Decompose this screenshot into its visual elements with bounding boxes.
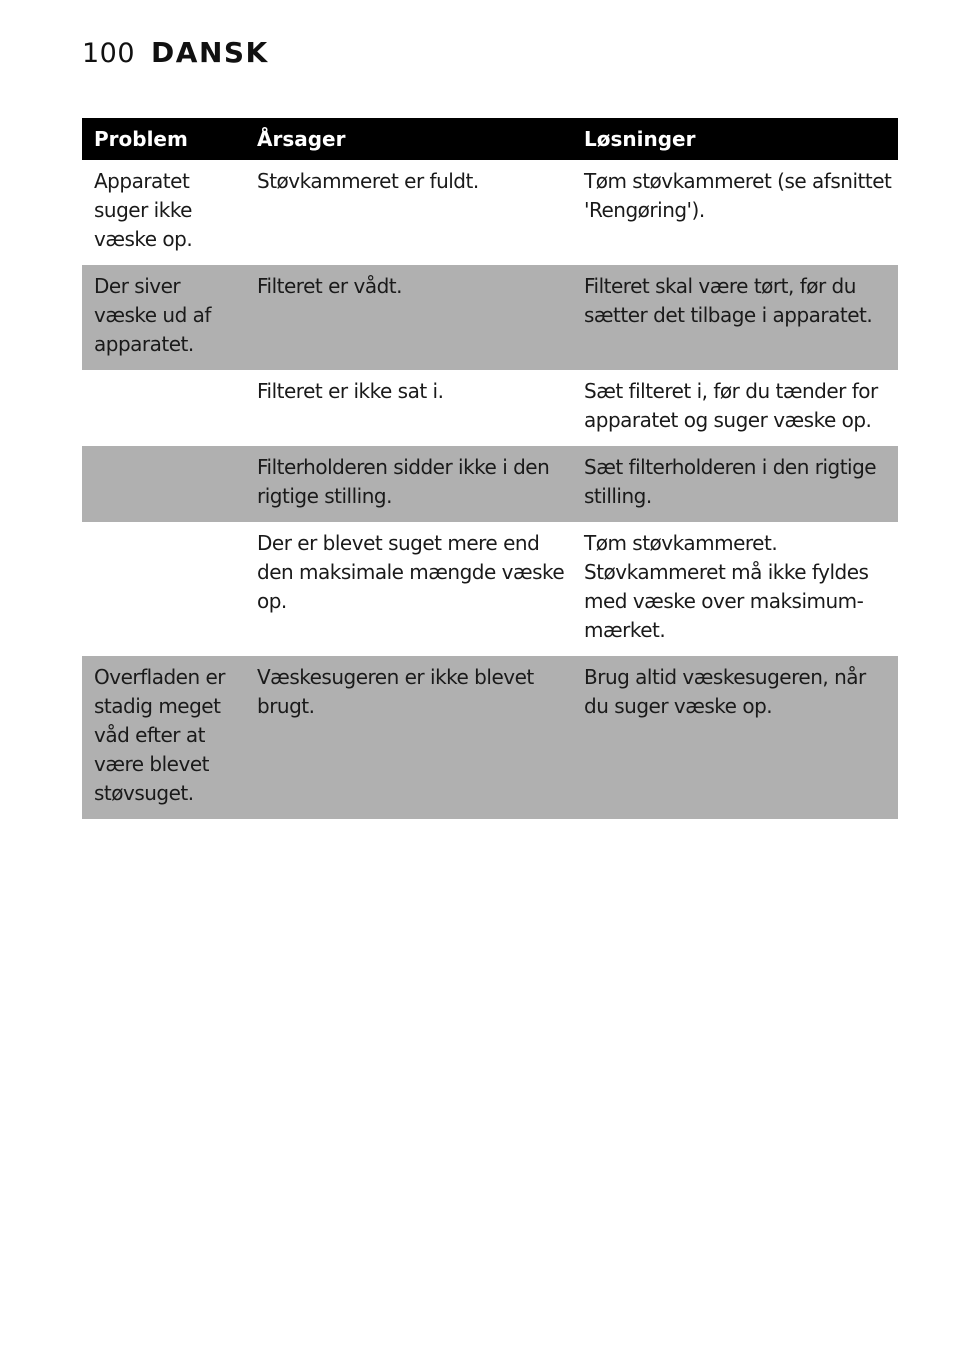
cause-cell: Filteret er ikke sat i. xyxy=(245,370,572,446)
solution-cell: Sæt filteret i, før du tænder for apparatet og suger væske op. xyxy=(572,370,898,446)
cause-cell: Væskesugeren er ikke blevet brugt. xyxy=(245,656,572,819)
problem-cell xyxy=(82,446,245,522)
table-header-row xyxy=(82,118,898,160)
column-header-problem: Problem xyxy=(82,118,245,160)
problem-cell: Apparatet suger ikke væske op. xyxy=(82,160,245,265)
table-row xyxy=(82,265,898,370)
section-title: DANSK xyxy=(151,36,269,69)
page-number: 100 xyxy=(82,38,136,69)
column-header-solutions: Løsninger xyxy=(572,118,898,160)
solution-cell: Tøm støvkammeret (se afsnittet 'Rengøring'). xyxy=(572,160,898,265)
problem-cell: Overfladen er stadig meget våd efter at være blevet støvsuget. xyxy=(82,656,245,819)
problem-cell: Der siver væske ud af apparatet. xyxy=(82,265,245,370)
problem-cell xyxy=(82,522,245,656)
solution-cell: Filteret skal være tørt, før du sætter det tilbage i apparatet. xyxy=(572,265,898,370)
solution-cell: Brug altid væskesugeren, når du suger væske op. xyxy=(572,656,898,819)
problem-cell xyxy=(82,370,245,446)
cause-cell: Filteret er vådt. xyxy=(245,265,572,370)
solution-cell: Sæt filterholderen i den rigtige stilling. xyxy=(572,446,898,522)
table-row xyxy=(82,370,898,446)
table-row xyxy=(82,446,898,522)
troubleshooting-table xyxy=(82,118,898,819)
cause-cell: Der er blevet suget mere end den maksimale mængde væske op. xyxy=(245,522,572,656)
table-row xyxy=(82,656,898,819)
table-row xyxy=(82,160,898,265)
cause-cell: Støvkammeret er fuldt. xyxy=(245,160,572,265)
page-header xyxy=(82,36,269,69)
column-header-causes: Årsager xyxy=(245,118,572,160)
solution-cell: Tøm støvkammeret. Støvkammeret må ikke fyldes med væske over maksimum-mærket. xyxy=(572,522,898,656)
table-row xyxy=(82,522,898,656)
cause-cell: Filterholderen sidder ikke i den rigtige stilling. xyxy=(245,446,572,522)
